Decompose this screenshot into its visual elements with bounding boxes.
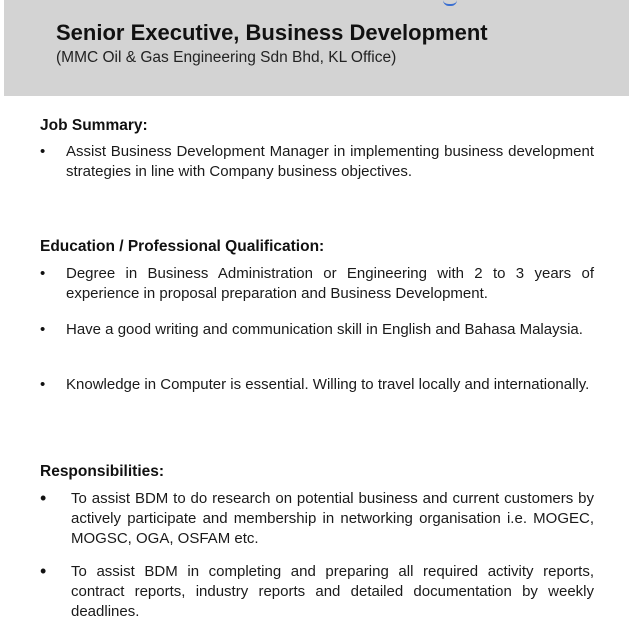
section-title-education: Education / Professional Qualification: — [40, 238, 325, 255]
list-item: Have a good writing and communication skill in English and Bahasa Malaysia. — [66, 321, 583, 338]
section-title-responsibilities: Responsibilities: — [40, 463, 165, 480]
page-title: Senior Executive, Business Development — [56, 20, 488, 45]
list-item: Assist Business Development Manager in implementing business development strategies in line with Company business objectives. — [66, 143, 594, 180]
page-subtitle: (MMC Oil & Gas Engineering Sdn Bhd, KL Office) — [56, 49, 397, 66]
list-item: Knowledge in Computer is essential. Willing to travel locally and internationally. — [66, 376, 590, 393]
bullet-icon: • — [40, 321, 46, 338]
logo-fragment-icon — [443, 0, 457, 6]
bullet-icon: • — [40, 376, 46, 393]
bullet-icon: • — [40, 488, 47, 508]
header-banner — [4, 0, 629, 96]
bullet-icon: • — [40, 143, 46, 160]
bullet-icon: • — [40, 265, 46, 282]
section-title-job-summary: Job Summary: — [40, 117, 148, 134]
bullet-icon: • — [40, 561, 47, 581]
list-item: To assist BDM in completing and preparing all required activity reports, contract reports, industry reports and detailed documentation by weekly deadlines. — [71, 563, 594, 620]
list-item: Degree in Business Administration or Engineering with 2 to 3 years of experience in proposal preparation and Business Development. — [66, 265, 594, 302]
list-item: To assist BDM to do research on potential business and current customers by actively participate and membership in networking organisation i.e. MOGEC, MOGSC, OGA, OSFAM etc. — [71, 490, 594, 547]
